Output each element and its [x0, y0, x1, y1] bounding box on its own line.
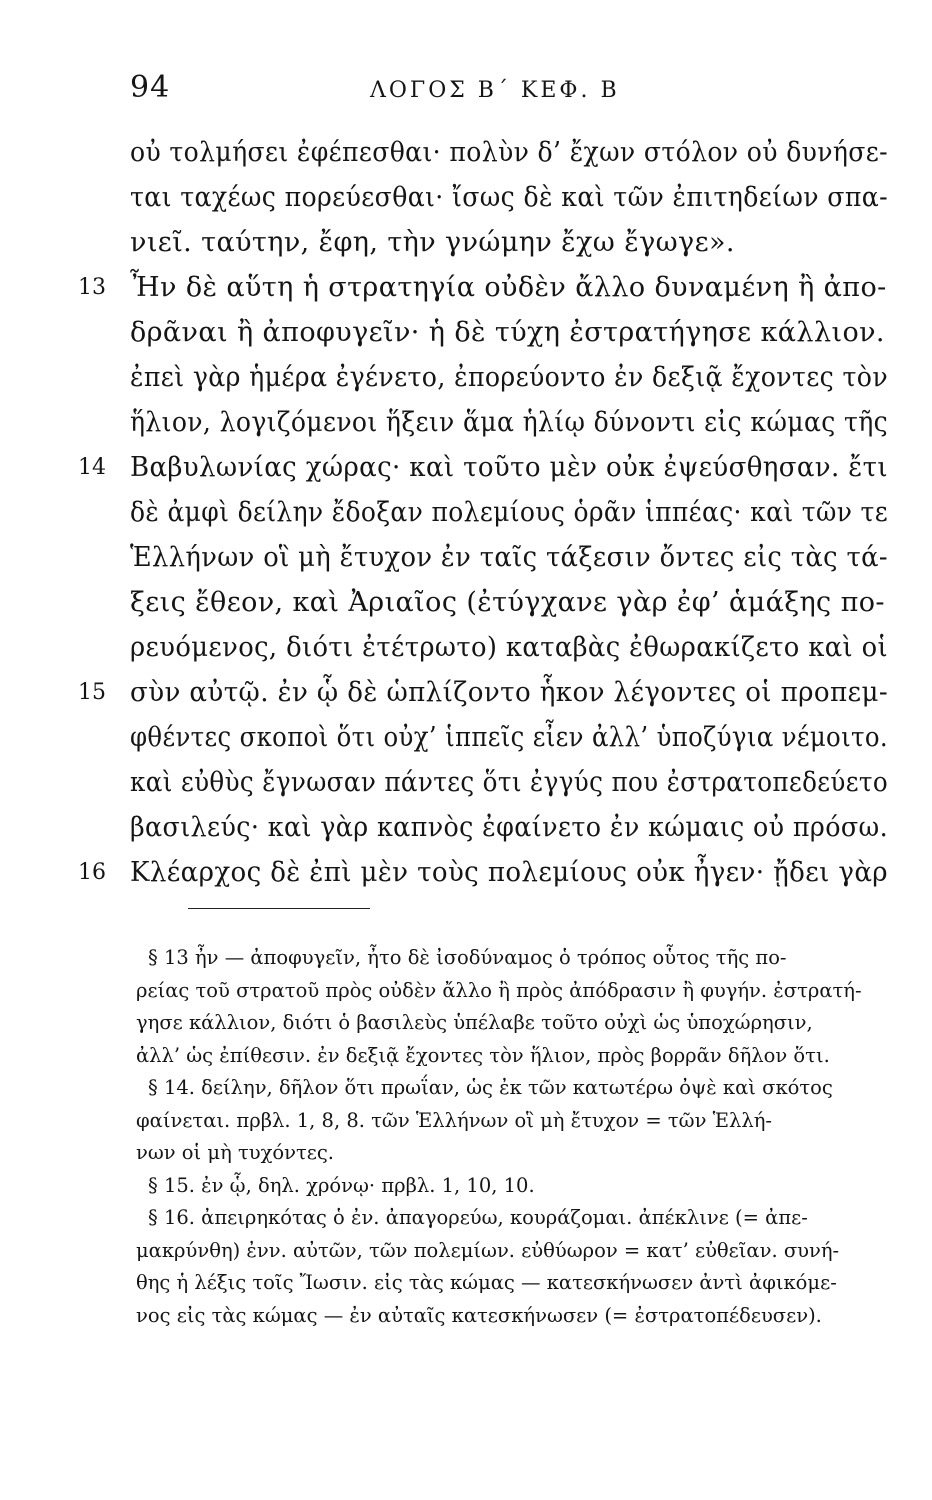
footnote-line: ἀλλ’ ὡς ἐπίθεσιν. ἐν δεξιᾷ ἔχοντες τὸν ἥλιον, πρὸς βορρᾶν δῆλον ὅτι.	[136, 1043, 830, 1067]
page-header	[130, 70, 760, 110]
text-line	[130, 490, 890, 535]
text-line	[130, 805, 890, 850]
footnote-line: φαίνεται. πρβλ. 1, 8, 8. τῶν Ἑλλήνων οἳ μὴ ἔτυχον = τῶν Ἑλλή-	[136, 1108, 773, 1132]
text-line	[78, 850, 890, 895]
text-line	[130, 535, 890, 580]
text-line	[130, 400, 890, 445]
line-text: Κλέαρχος δὲ ἐπὶ μὲν τοὺς πολεμίους οὐκ ἦγεν· ᾔδει γὰρ	[130, 857, 889, 888]
text-line	[130, 175, 890, 220]
footnotes	[136, 942, 888, 1332]
line-text: βασιλεύς· καὶ γὰρ καπνὸς ἐφαίνετο ἐν κώμαις οὐ πρόσω.	[130, 812, 889, 843]
line-text: ται ταχέως πορεύεσθαι· ἴσως δὲ καὶ τῶν ἐπιτηδείων σπα-	[130, 182, 888, 213]
footnote-line: θης ἡ λέξις τοῖς Ἴωσιν. εἰς τὰς κώμας — κατεσκήνωσεν ἀντὶ ἀφικόμε-	[136, 1271, 837, 1294]
footnote-line: § 14. δείλην, δῆλον ὅτι πρωΐαν, ὡς ἐκ τῶν κατωτέρω ὀψὲ καὶ σκότος	[148, 1076, 833, 1099]
line-text: ξεις ἔθεον, καὶ Ἀριαῖος (ἐτύγχανε γὰρ ἐφ’ ἁμάξης πο-	[130, 587, 885, 618]
line-text: Ἦν δὲ αὕτη ἡ στρατηγία οὐδὲν ἄλλο δυναμένη ἢ ἀπο-	[130, 272, 887, 303]
line-text: ἥλιον, λογιζόμενοι ἥξειν ἅμα ἡλίῳ δύνοντι εἰς κώμας τῆς	[130, 407, 889, 438]
text-line	[130, 715, 890, 760]
footnote-line: § 15. ἐν ᾧ, δηλ. χρόνῳ· πρβλ. 1, 10, 10.	[148, 1173, 535, 1197]
line-text: Ἑλλήνων οἳ μὴ ἔτυχον ἐν ταῖς τάξεσιν ὄντες εἰς τὰς τά-	[130, 542, 889, 573]
line-text: οὐ τολμήσει ἐφέπεσθαι· πολὺν δ’ ἔχων στόλον οὐ δυνήσε-	[130, 137, 889, 168]
text-line	[78, 445, 890, 490]
text-line	[130, 760, 890, 805]
text-line	[130, 580, 890, 625]
line-text: Βαβυλωνίας χώρας· καὶ τοῦτο μὲν οὐκ ἐψεύσθησαν. ἔτι	[130, 452, 888, 483]
text-line	[130, 625, 890, 670]
footnote-line: μακρύνθη) ἐνν. αὐτῶν, τῶν πολεμίων. εὐθύωρον = κατ’ εὐθεῖαν. συνή-	[136, 1238, 840, 1262]
line-text: φθέντες σκοποὶ ὅτι οὐχ’ ἱππεῖς εἶεν ἀλλ’ ὑποζύγια νέμοιτο.	[130, 722, 888, 753]
text-line	[78, 670, 890, 715]
text-line	[130, 220, 890, 265]
section-number: 16	[78, 860, 106, 885]
text-line	[78, 265, 890, 310]
footnote-line: γησε κάλλιον, διότι ὁ βασιλεὺς ὑπέλαβε τοῦτο οὐχὶ ὡς ὑποχώρησιν,	[136, 1011, 813, 1034]
footnote-line: § 13 ἦν — ἀποφυγεῖν, ἦτο δὲ ἰσοδύναμος ὁ τρόπος οὗτος τῆς πο-	[148, 946, 787, 969]
line-text: καὶ εὐθὺς ἔγνωσαν πάντες ὅτι ἐγγύς που ἐστρατοπεδεύετο	[130, 767, 889, 798]
text-line	[130, 310, 890, 355]
line-text: ἐπεὶ γὰρ ἡμέρα ἐγένετο, ἐπορεύοντο ἐν δεξιᾷ ἔχοντες τὸν	[130, 362, 888, 393]
line-text: νιεῖ. ταύτην, ἔφη, τὴν γνώμην ἔχω ἔγωγε».	[130, 227, 735, 258]
footnote-line: νος εἰς τὰς κώμας — ἐν αὐταῖς κατεσκήνωσεν (= ἐστρατοπέδευσεν).	[136, 1303, 822, 1327]
line-text: σὺν αὐτῷ. ἐν ᾧ δὲ ὡπλίζοντο ἧκον λέγοντες οἱ προπεμ-	[130, 677, 889, 708]
line-text: ρευόμενος, διότι ἐτέτρωτο) καταβὰς ἐθωρακίζετο καὶ οἱ	[130, 632, 889, 663]
section-number: 15	[78, 680, 106, 705]
text-line	[130, 130, 890, 175]
line-text: δὲ ἀμφὶ δείλην ἔδοξαν πολεμίους ὁρᾶν ἱππέας· καὶ τῶν τε	[130, 497, 889, 528]
footnote-line: νων οἱ μὴ τυχόντες.	[136, 1141, 335, 1164]
section-number: 13	[78, 275, 106, 300]
running-title: ΛΟΓΟΣ Β΄ ΚΕΦ. Β	[370, 78, 620, 103]
text-line	[130, 355, 890, 400]
footnote-line: ρείας τοῦ στρατοῦ πρὸς οὐδὲν ἄλλο ἢ πρὸς ἀπόδρασιν ἢ φυγήν. ἐστρατή-	[136, 978, 862, 1002]
main-text	[78, 130, 890, 895]
section-number: 14	[78, 455, 106, 480]
page-number: 94	[130, 70, 171, 105]
footnote-line: § 16. ἀπειρηκότας ὁ ἐν. ἀπαγορεύω, κουράζομαι. ἀπέκλινε (= ἀπε-	[148, 1206, 808, 1229]
line-text: δρᾶναι ἢ ἀποφυγεῖν· ἡ δὲ τύχη ἐστρατήγησε κάλλιον.	[130, 317, 885, 348]
footnote-divider	[188, 908, 370, 909]
